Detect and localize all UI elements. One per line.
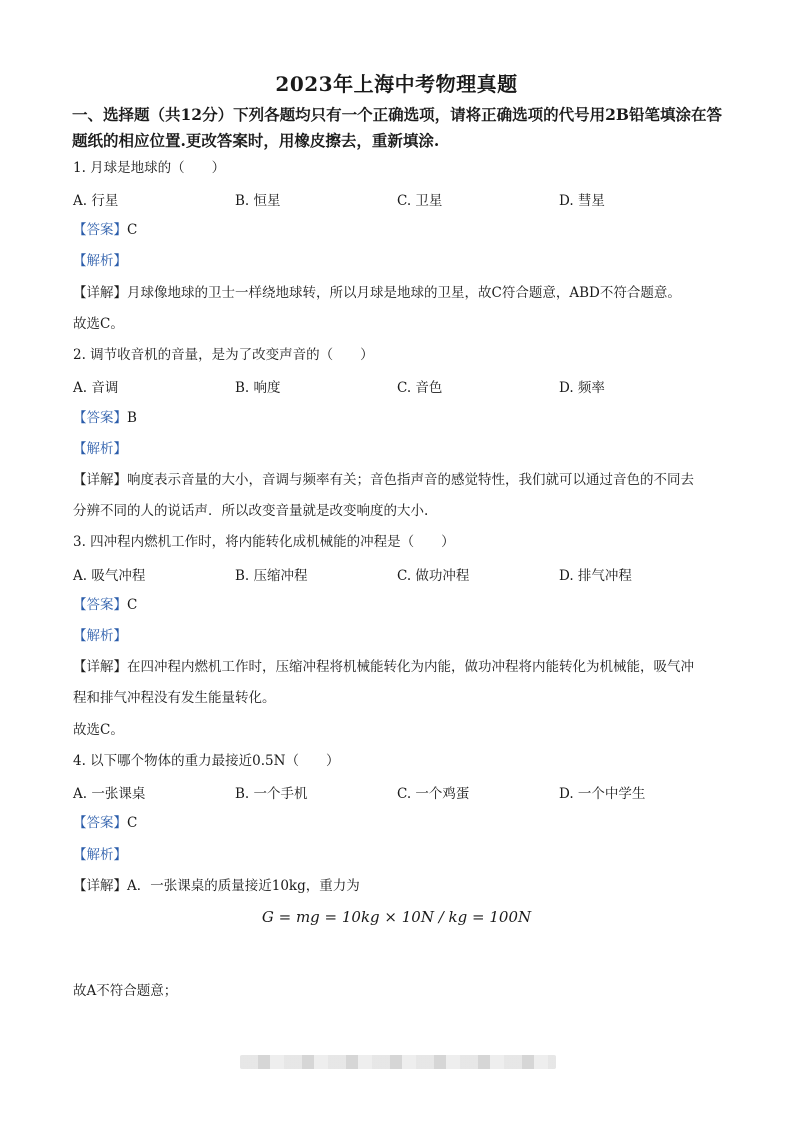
question-stem: 2. 调节收音机的音量，是为了改变声音的（ ） — [73, 347, 374, 363]
analysis-tag: 【解析】 — [73, 253, 127, 269]
question-stem: 4. 以下哪个物体的重力最接近0.5N（ ） — [73, 753, 340, 769]
option-a: A. 行星 — [73, 193, 119, 209]
option-b: B. 一个手机 — [235, 786, 308, 802]
option-d: D. 频率 — [559, 380, 605, 396]
option-d: D. 排气冲程 — [559, 568, 632, 584]
detail-text: 月球像地球的卫士一样绕地球转，所以月球是地球的卫星，故C符合题意，ABD不符合题意。 — [127, 285, 681, 301]
detail-tag: 【详解】 — [73, 472, 127, 488]
option-d: D. 一个中学生 — [559, 786, 646, 802]
answer-value: C — [127, 597, 138, 613]
detail-line — [73, 657, 694, 677]
answer-line — [73, 813, 137, 833]
option-a: A. 一张课桌 — [73, 786, 146, 802]
detail-tag: 【详解】 — [73, 285, 127, 301]
option-b: B. 压缩冲程 — [235, 568, 308, 584]
answer-tag: 【答案】 — [73, 222, 127, 238]
analysis-tag: 【解析】 — [73, 628, 127, 644]
option-c: C. 做功冲程 — [397, 568, 470, 584]
detail-text: 程和排气冲程没有发生能量转化。 — [73, 690, 276, 706]
detail-text: 在四冲程内燃机工作时，压缩冲程将机械能转化为内能，做功冲程将内能转化为机械能，吸气冲 — [127, 659, 694, 675]
question-stem: 3. 四冲程内燃机工作时，将内能转化成机械能的冲程是（ ） — [73, 534, 455, 550]
option-a: A. 吸气冲程 — [73, 568, 146, 584]
option-d: D. 彗星 — [559, 193, 605, 209]
detail-tag: 【详解】 — [73, 878, 127, 894]
answer-value: C — [127, 815, 138, 831]
blurred-footer-watermark — [240, 1055, 556, 1069]
option-c: C. 音色 — [397, 380, 443, 396]
analysis-tag: 【解析】 — [73, 441, 127, 457]
option-c: C. 一个鸡蛋 — [397, 786, 470, 802]
detail-line — [73, 283, 681, 303]
page-title: 2023年上海中考物理真题 — [275, 72, 518, 96]
conclusion: 故选C。 — [73, 316, 124, 332]
answer-line — [73, 220, 137, 240]
conclusion: 故选C。 — [73, 722, 124, 738]
detail-text: 响度表示音量的大小，音调与频率有关；音色指声音的感觉特性，我们就可以通过音色的不同去 — [127, 472, 694, 488]
question-stem: 1. 月球是地球的（ ） — [73, 160, 226, 176]
detail-tag: 【详解】 — [73, 659, 127, 675]
option-b: B. 恒星 — [235, 193, 281, 209]
answer-tag: 【答案】 — [73, 410, 127, 426]
answer-value: C — [127, 222, 138, 238]
answer-value: B — [127, 410, 137, 426]
analysis-tag: 【解析】 — [73, 847, 127, 863]
answer-tag: 【答案】 — [73, 815, 127, 831]
answer-line — [73, 595, 137, 615]
option-c: C. 卫星 — [397, 193, 443, 209]
detail-text: 分辨不同的人的说话声．所以改变音量就是改变响度的大小. — [73, 503, 429, 519]
option-a: A. 音调 — [73, 380, 119, 396]
conclusion: 故A不符合题意； — [73, 983, 178, 999]
answer-tag: 【答案】 — [73, 597, 127, 613]
detail-line — [73, 470, 694, 490]
section-heading: 一、选择题（共12分）下列各题均只有一个正确选项，请将正确选项的代号用2B铅笔填涂在答题纸的相应位置.更改答案时，用橡皮擦去，重新填涂. — [72, 105, 722, 150]
option-b: B. 响度 — [235, 380, 281, 396]
answer-line — [73, 408, 137, 428]
detail-line — [73, 876, 360, 896]
detail-text: A．一张课桌的质量接近10kg，重力为 — [127, 878, 360, 894]
gravity-formula: G = mg = 10kg × 10N / kg = 100N — [261, 908, 532, 926]
